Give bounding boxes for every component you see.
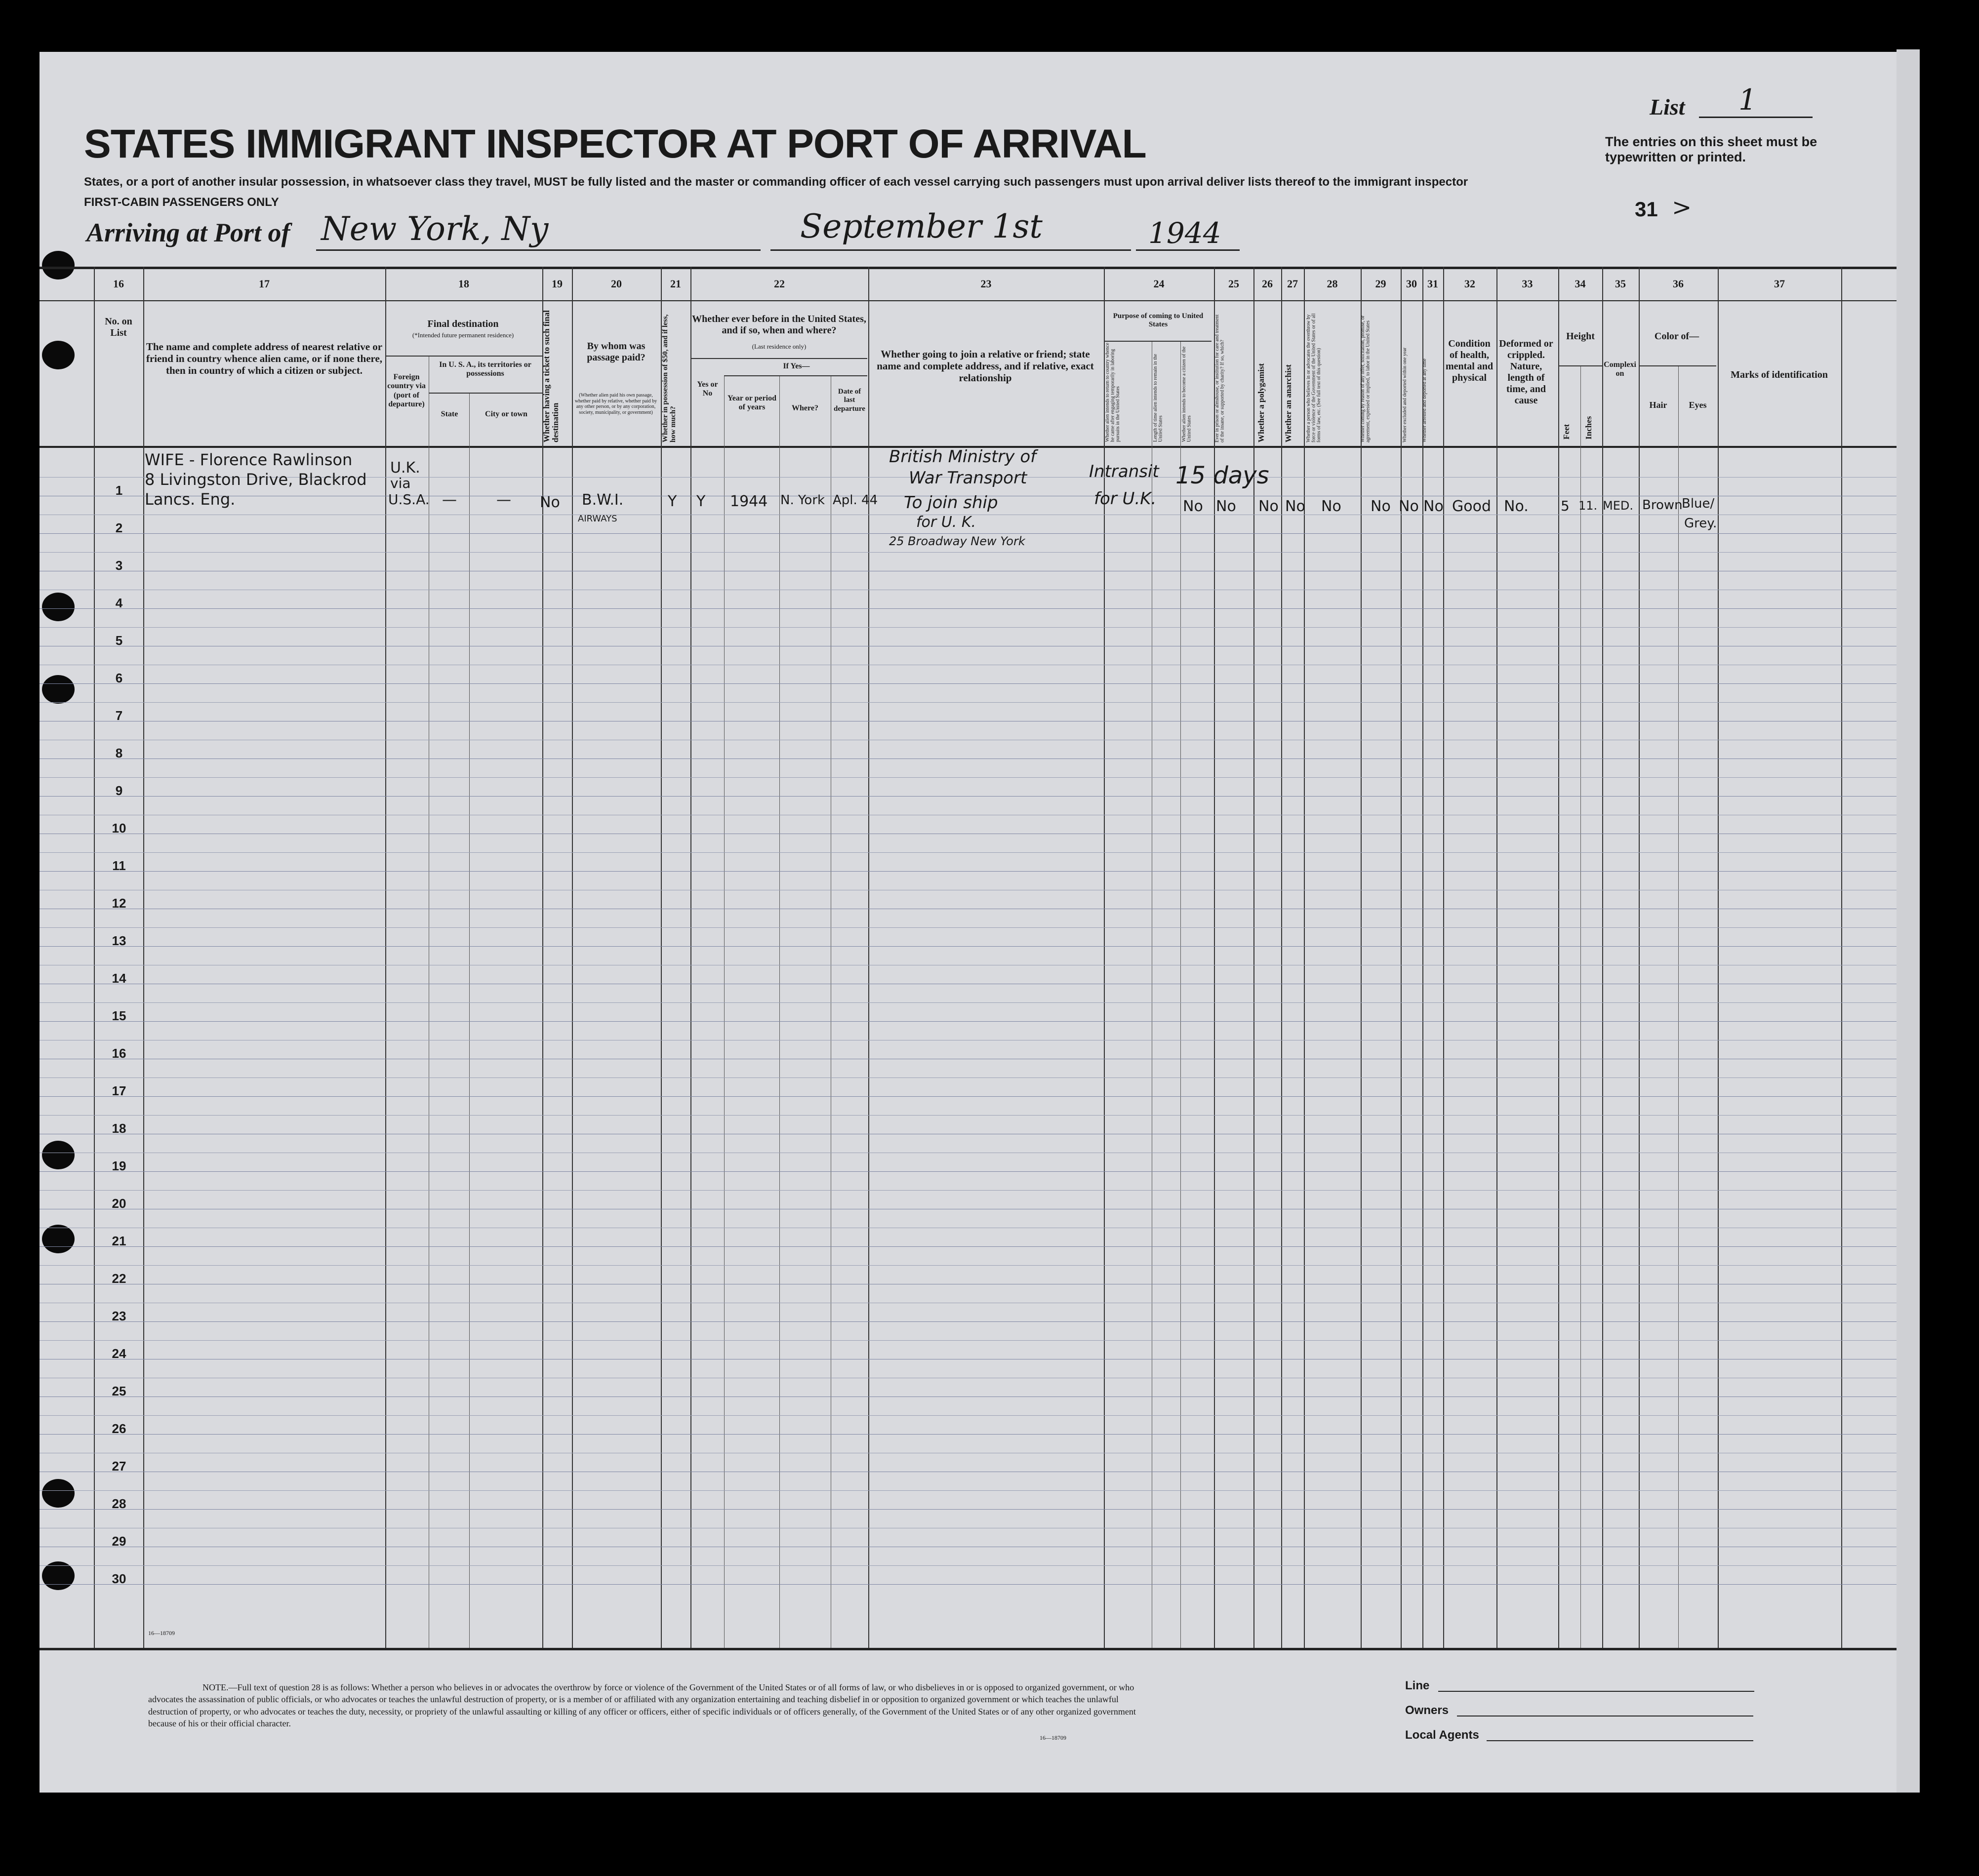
row-rule — [40, 758, 1897, 759]
header-state: State — [441, 410, 458, 418]
anarchist-value: No — [1285, 498, 1305, 515]
form-number: 16—18709 — [148, 1630, 175, 1637]
row-number: 9 — [115, 783, 123, 798]
row-number: 23 — [112, 1309, 126, 1323]
column-number: 19 — [552, 278, 563, 290]
punch-hole — [42, 675, 75, 704]
foreign-via-value: via — [390, 475, 411, 491]
header-anarchist: Whether an anarchist — [1284, 364, 1293, 442]
foreign-country-value: U.K. — [390, 459, 420, 477]
row-rule — [40, 1115, 1897, 1116]
column-rule — [385, 267, 386, 1648]
row-rule — [40, 1434, 1897, 1435]
punch-hole — [42, 1479, 75, 1508]
footer-form-number: 16—18709 — [1040, 1734, 1066, 1741]
column-number: 20 — [611, 278, 622, 290]
row-rule — [40, 702, 1897, 703]
subcolumn-rule — [1678, 365, 1679, 1648]
subcolumn-rule — [469, 393, 470, 1648]
column-rule — [1304, 267, 1305, 1648]
header-purpose-return: Whether alien intends to return to country whence he came after engaging temporarily in laboring pursuits in the United States — [1105, 343, 1121, 442]
prison-value: No — [1216, 498, 1236, 515]
header-purpose-length: Length of time alien intends to remain in the United States — [1153, 354, 1164, 442]
sheet-number: 31 — [1635, 198, 1658, 221]
row-number: 1 — [115, 483, 123, 498]
row-number: 10 — [112, 821, 126, 836]
row-number: 21 — [112, 1234, 126, 1248]
column-number: 27 — [1287, 278, 1298, 290]
complexion-value: MED. — [1603, 499, 1633, 513]
header-marks: Marks of identification — [1731, 369, 1828, 380]
header-height: Height — [1566, 331, 1595, 342]
row-number: 29 — [112, 1534, 126, 1549]
header-arrested: Whether arrested and deported at any time — [1422, 359, 1427, 442]
column-rule — [1361, 267, 1362, 1648]
local-agents-label: Local Agents — [1405, 1728, 1479, 1742]
state-value: — — [442, 491, 457, 509]
paid-by-value: B.W.I. — [582, 491, 624, 509]
punch-hole — [42, 1225, 75, 1253]
header-inches: Inches — [1584, 416, 1593, 439]
join-relative-line: for U. K. — [916, 514, 976, 531]
relative-name: WIFE - Florence Rawlinson — [145, 450, 353, 469]
column-rule — [1443, 267, 1444, 1648]
row-number: 20 — [112, 1196, 126, 1211]
header-fifty-dollars: Whether in possession of $50, and if less, how much? — [661, 314, 677, 442]
header-polygamist: Whether a polygamist — [1256, 363, 1266, 442]
relative-address-line: Lancs. Eng. — [145, 490, 236, 509]
row-number: 11 — [112, 858, 126, 873]
header-subrule — [385, 356, 542, 357]
join-relative-line: 25 Broadway New York — [889, 534, 1025, 548]
header-if-yes: If Yes— — [783, 362, 810, 370]
row-number: 17 — [112, 1083, 126, 1098]
punch-hole — [42, 251, 75, 279]
form-title: STATES IMMIGRANT INSPECTOR AT PORT OF ARRIVAL — [84, 121, 1146, 166]
subcolumn-rule — [1580, 365, 1581, 1648]
column-number: 16 — [113, 278, 124, 290]
inches-value: 11. — [1578, 499, 1598, 513]
row-number: 25 — [112, 1384, 126, 1398]
row-rule — [40, 1509, 1897, 1510]
header-subrule — [724, 375, 867, 376]
column-rule — [1401, 267, 1402, 1648]
header-final-destination: Final destination — [427, 319, 499, 329]
punch-hole — [42, 1141, 75, 1169]
row-number: 27 — [112, 1459, 126, 1474]
arrival-year: 1944 — [1148, 216, 1221, 250]
column-number: 35 — [1615, 278, 1626, 290]
citizen-value: No — [1183, 498, 1203, 515]
header-eyes: Eyes — [1689, 400, 1707, 410]
subcolumn-rule — [724, 375, 725, 1648]
header-prison: Ever in prison or almshouse, or institution for care and treatment of the insane, or supported by charity? If so, which? — [1214, 314, 1225, 442]
table-top-border — [40, 267, 1897, 269]
row-rule — [40, 946, 1897, 947]
header-no-on-list: No. on List — [105, 316, 132, 338]
table-bottom-border — [40, 1648, 1897, 1650]
purpose-return-value: Intransit — [1089, 462, 1159, 481]
row-rule — [40, 1415, 1897, 1416]
column-rule — [661, 267, 662, 1648]
arrival-date: September 1st — [800, 207, 1043, 245]
header-subrule — [690, 358, 867, 359]
column-rule — [1496, 267, 1497, 1648]
year-underline — [1136, 249, 1240, 251]
feet-value: 5 — [1561, 498, 1570, 514]
polygamist-value: No — [1258, 498, 1279, 515]
line-label: Line — [1405, 1679, 1430, 1692]
list-underline — [1699, 117, 1813, 118]
column-rule — [94, 267, 95, 1648]
header-join-relative: Whether going to join a relative or friend; state name and complete address, and if relative, exact relationship — [877, 348, 1094, 384]
hair-value: Brown — [1642, 498, 1683, 513]
header-feet: Feet — [1562, 424, 1571, 439]
header-color-of: Color of— — [1654, 331, 1699, 342]
header-yes-no: Yes or No — [697, 380, 718, 398]
row-rule — [40, 796, 1897, 797]
column-number: 37 — [1774, 278, 1785, 290]
join-relative-line: British Ministry of — [889, 447, 1037, 467]
header-foreign-country: Foreign country via (port of departure) — [387, 373, 426, 409]
row-rule — [40, 852, 1897, 853]
column-number: 21 — [670, 278, 681, 290]
row-number: 3 — [115, 558, 123, 573]
header-last-departure: Date of last departure — [834, 388, 865, 413]
list-number: 1 — [1738, 83, 1757, 117]
column-number: 17 — [259, 278, 270, 290]
eyes-value: Grey. — [1684, 516, 1717, 531]
owners-label: Owners — [1405, 1704, 1449, 1717]
column-number: 32 — [1464, 278, 1475, 290]
row-number: 12 — [112, 896, 126, 911]
column-number: 36 — [1673, 278, 1684, 290]
footer-note: NOTE.—Full text of question 28 is as follows: Whether a person who believes in or advocates the overthrow by force or violence of the Government of the United States or of all forms of law, or who disbelieves in or is opposed to organized government, or who advocates the assassination of public officials, or who advocates or teaches the unlawful destruction of property, or is a member of or affiliated with any organization entertaining and teaching disbelief in or opposition to organized government or which teaches the unlawful destruction of property, or who advocates or teaches the duty, necessity, or propriety of the unlawful assaulting or killing of any officer or officers, either of specific individuals or of officers generally, of the Government of the United States or of any other organized government because of his or their official character. — [148, 1682, 1136, 1728]
subcolumn-rule — [779, 375, 780, 1648]
header-ever-before: Whether ever before in the United States, and if so, when and where? — [692, 314, 866, 336]
row-rule — [40, 552, 1897, 553]
row-rule — [40, 927, 1897, 928]
row-rule — [40, 627, 1897, 628]
row-rule — [40, 533, 1897, 534]
eyes-value: Blue/ — [1682, 496, 1715, 511]
sheet-number-mark: > — [1672, 194, 1692, 221]
form-instructions: States, or a port of another insular possession, in whatsoever class they travel, MUST be fully listed and the master or commanding officer of each vessel carrying such passengers must upon arrival deliver lists thereof to the immigrant inspector — [84, 175, 1468, 189]
row-number: 26 — [112, 1421, 126, 1436]
header-health: Condition of health, mental and physical — [1445, 338, 1494, 383]
column-rule — [1422, 267, 1423, 1648]
header-relative-address: The name and complete address of nearest relative or friend in country whence alien came, or if none there, then in country of which a citizen or subject. — [146, 341, 383, 377]
header-overthrow: Whether a person who believes in or advocates the overthrow by force or violence of the Government of the United States or of all forms of law, etc. (See full text of this question) — [1306, 313, 1322, 442]
where-value: N. York — [780, 493, 825, 508]
health-value: Good — [1452, 498, 1491, 515]
row-number: 7 — [115, 708, 123, 723]
header-subrule — [1104, 341, 1212, 342]
column-rule — [1639, 267, 1640, 1648]
ever-before-value: Y — [696, 493, 706, 510]
row-rule — [40, 1584, 1897, 1585]
row-number: 22 — [112, 1271, 126, 1286]
list-label: List — [1650, 94, 1685, 120]
column-number: 28 — [1327, 278, 1338, 290]
typewritten-note: The entries on this sheet must be typewritten or printed. — [1605, 134, 1817, 165]
line-underline — [1438, 1691, 1754, 1692]
manifest-sheet — [40, 52, 1897, 1793]
column-rule — [143, 267, 144, 1648]
row-number: 6 — [115, 671, 123, 685]
row-number: 18 — [112, 1121, 126, 1136]
length-of-stay-value: 15 days — [1175, 462, 1269, 489]
overthrow-value: No — [1321, 498, 1341, 515]
adjacent-page-edge — [1897, 49, 1920, 1793]
passenger-class: FIRST-CABIN PASSENGERS ONLY — [84, 196, 279, 209]
header-in-usa: In U. S. A., its territories or possessions — [439, 360, 531, 378]
header-city: City or town — [485, 410, 527, 418]
column-rule — [1558, 267, 1559, 1648]
subcolumn-rule — [1180, 341, 1181, 1648]
header-passage-paid: By whom was passage paid? — [587, 341, 646, 363]
labor-offer-value: No — [1371, 498, 1391, 515]
header-subrule — [429, 393, 542, 394]
row-rule — [40, 683, 1897, 684]
last-departure-value: Apl. 44 — [833, 493, 878, 508]
header-hair: Hair — [1649, 400, 1667, 410]
column-rule — [572, 267, 573, 1648]
header-ticket: Whether having a ticket to such final destination — [542, 310, 560, 442]
column-number: 23 — [980, 278, 992, 290]
column-number: 30 — [1406, 278, 1417, 290]
column-rule — [542, 267, 543, 1648]
arriving-label: Arriving at Port of — [86, 218, 290, 247]
row-number: 5 — [115, 633, 123, 648]
column-number: 34 — [1575, 278, 1586, 290]
column-rule — [1602, 267, 1603, 1648]
row-number: 14 — [112, 971, 126, 986]
column-rule — [690, 267, 691, 1648]
row-number: 2 — [115, 520, 123, 535]
row-rule — [40, 1265, 1897, 1266]
row-number: 28 — [112, 1496, 126, 1511]
column-number: 31 — [1427, 278, 1438, 290]
header-where: Where? — [792, 404, 818, 412]
row-rule — [40, 777, 1897, 778]
column-rule — [1718, 267, 1719, 1648]
arrested-value: No — [1423, 498, 1444, 515]
paid-by-value: AIRWAYS — [578, 514, 617, 524]
header-year-period: Year or period of years — [727, 394, 776, 412]
row-rule — [40, 1021, 1897, 1022]
punch-hole — [42, 593, 75, 621]
row-number: 30 — [112, 1571, 126, 1586]
header-final-destination-note: (*Intended future permanent residence) — [412, 331, 514, 339]
row-number: 16 — [112, 1046, 126, 1061]
relative-address-line: 8 Livingston Drive, Blackrod — [145, 470, 367, 489]
row-number: 4 — [115, 596, 123, 610]
column-number: 22 — [774, 278, 785, 290]
column-number: 29 — [1375, 278, 1386, 290]
header-subrule — [1640, 365, 1716, 366]
column-rule — [1841, 267, 1842, 1648]
row-number: 19 — [112, 1158, 126, 1173]
row-rule — [40, 1321, 1897, 1322]
row-rule — [40, 1190, 1897, 1191]
row-rule — [40, 871, 1897, 872]
date-underline — [770, 249, 1131, 251]
header-complexion: Complexion — [1604, 360, 1636, 378]
header-purpose: Purpose of coming to United States — [1113, 312, 1204, 329]
row-rule — [40, 1565, 1897, 1566]
port-underline — [316, 249, 761, 251]
row-number: 8 — [115, 746, 123, 760]
column-rule — [1281, 267, 1282, 1648]
row-rule — [40, 1490, 1897, 1491]
column-rule — [868, 267, 869, 1648]
header-subrule — [1558, 365, 1603, 366]
deformed-value: No. — [1504, 498, 1529, 515]
city-value: — — [496, 491, 511, 509]
row-rule — [40, 1340, 1897, 1341]
header-passage-paid-note: (Whether alien paid his own passage, whether paid by relative, whether paid by any other person, or by any corporation, society, municipality, or government) — [574, 393, 657, 415]
row-rule — [40, 1096, 1897, 1097]
column-number: 33 — [1522, 278, 1533, 290]
row-rule — [40, 1171, 1897, 1172]
column-number: 25 — [1228, 278, 1239, 290]
purpose-return-value: for U.K. — [1094, 489, 1157, 509]
excluded-value: No — [1399, 498, 1419, 515]
ticket-value: No — [540, 494, 560, 511]
row-rule — [40, 1246, 1897, 1247]
header-deformed: Deformed or crippled. Nature, length of time, and cause — [1499, 338, 1553, 406]
row-rule — [40, 1002, 1897, 1003]
year-period-value: 1944 — [730, 493, 768, 510]
row-number: 13 — [112, 933, 126, 948]
agents-underline — [1487, 1740, 1753, 1741]
column-number: 26 — [1262, 278, 1273, 290]
header-excluded: Whether excluded and deported within one year — [1402, 347, 1408, 442]
join-relative-line: War Transport — [909, 468, 1027, 488]
row-rule — [40, 608, 1897, 609]
header-purpose-citizen: Whether alien intends to become a citizen of the United States — [1181, 346, 1192, 442]
header-ever-before-note: (Last residence only) — [752, 343, 807, 350]
foreign-usa-value: U.S.A. — [388, 491, 430, 508]
join-relative-line: To join ship — [904, 493, 998, 513]
column-number-rule — [40, 300, 1897, 301]
port-value: New York, Ny — [321, 210, 549, 248]
column-number: 24 — [1153, 278, 1165, 290]
punch-hole — [42, 341, 75, 369]
fifty-dollars-value: Y — [668, 493, 677, 510]
row-number: 15 — [112, 1008, 126, 1023]
header-labor-offer: Whether coming by reason of any offer, solicitation, promise, or agreement, expressed or implied, to labor in the United States — [1360, 315, 1371, 442]
column-number: 18 — [458, 278, 469, 290]
row-number: 24 — [112, 1346, 126, 1361]
